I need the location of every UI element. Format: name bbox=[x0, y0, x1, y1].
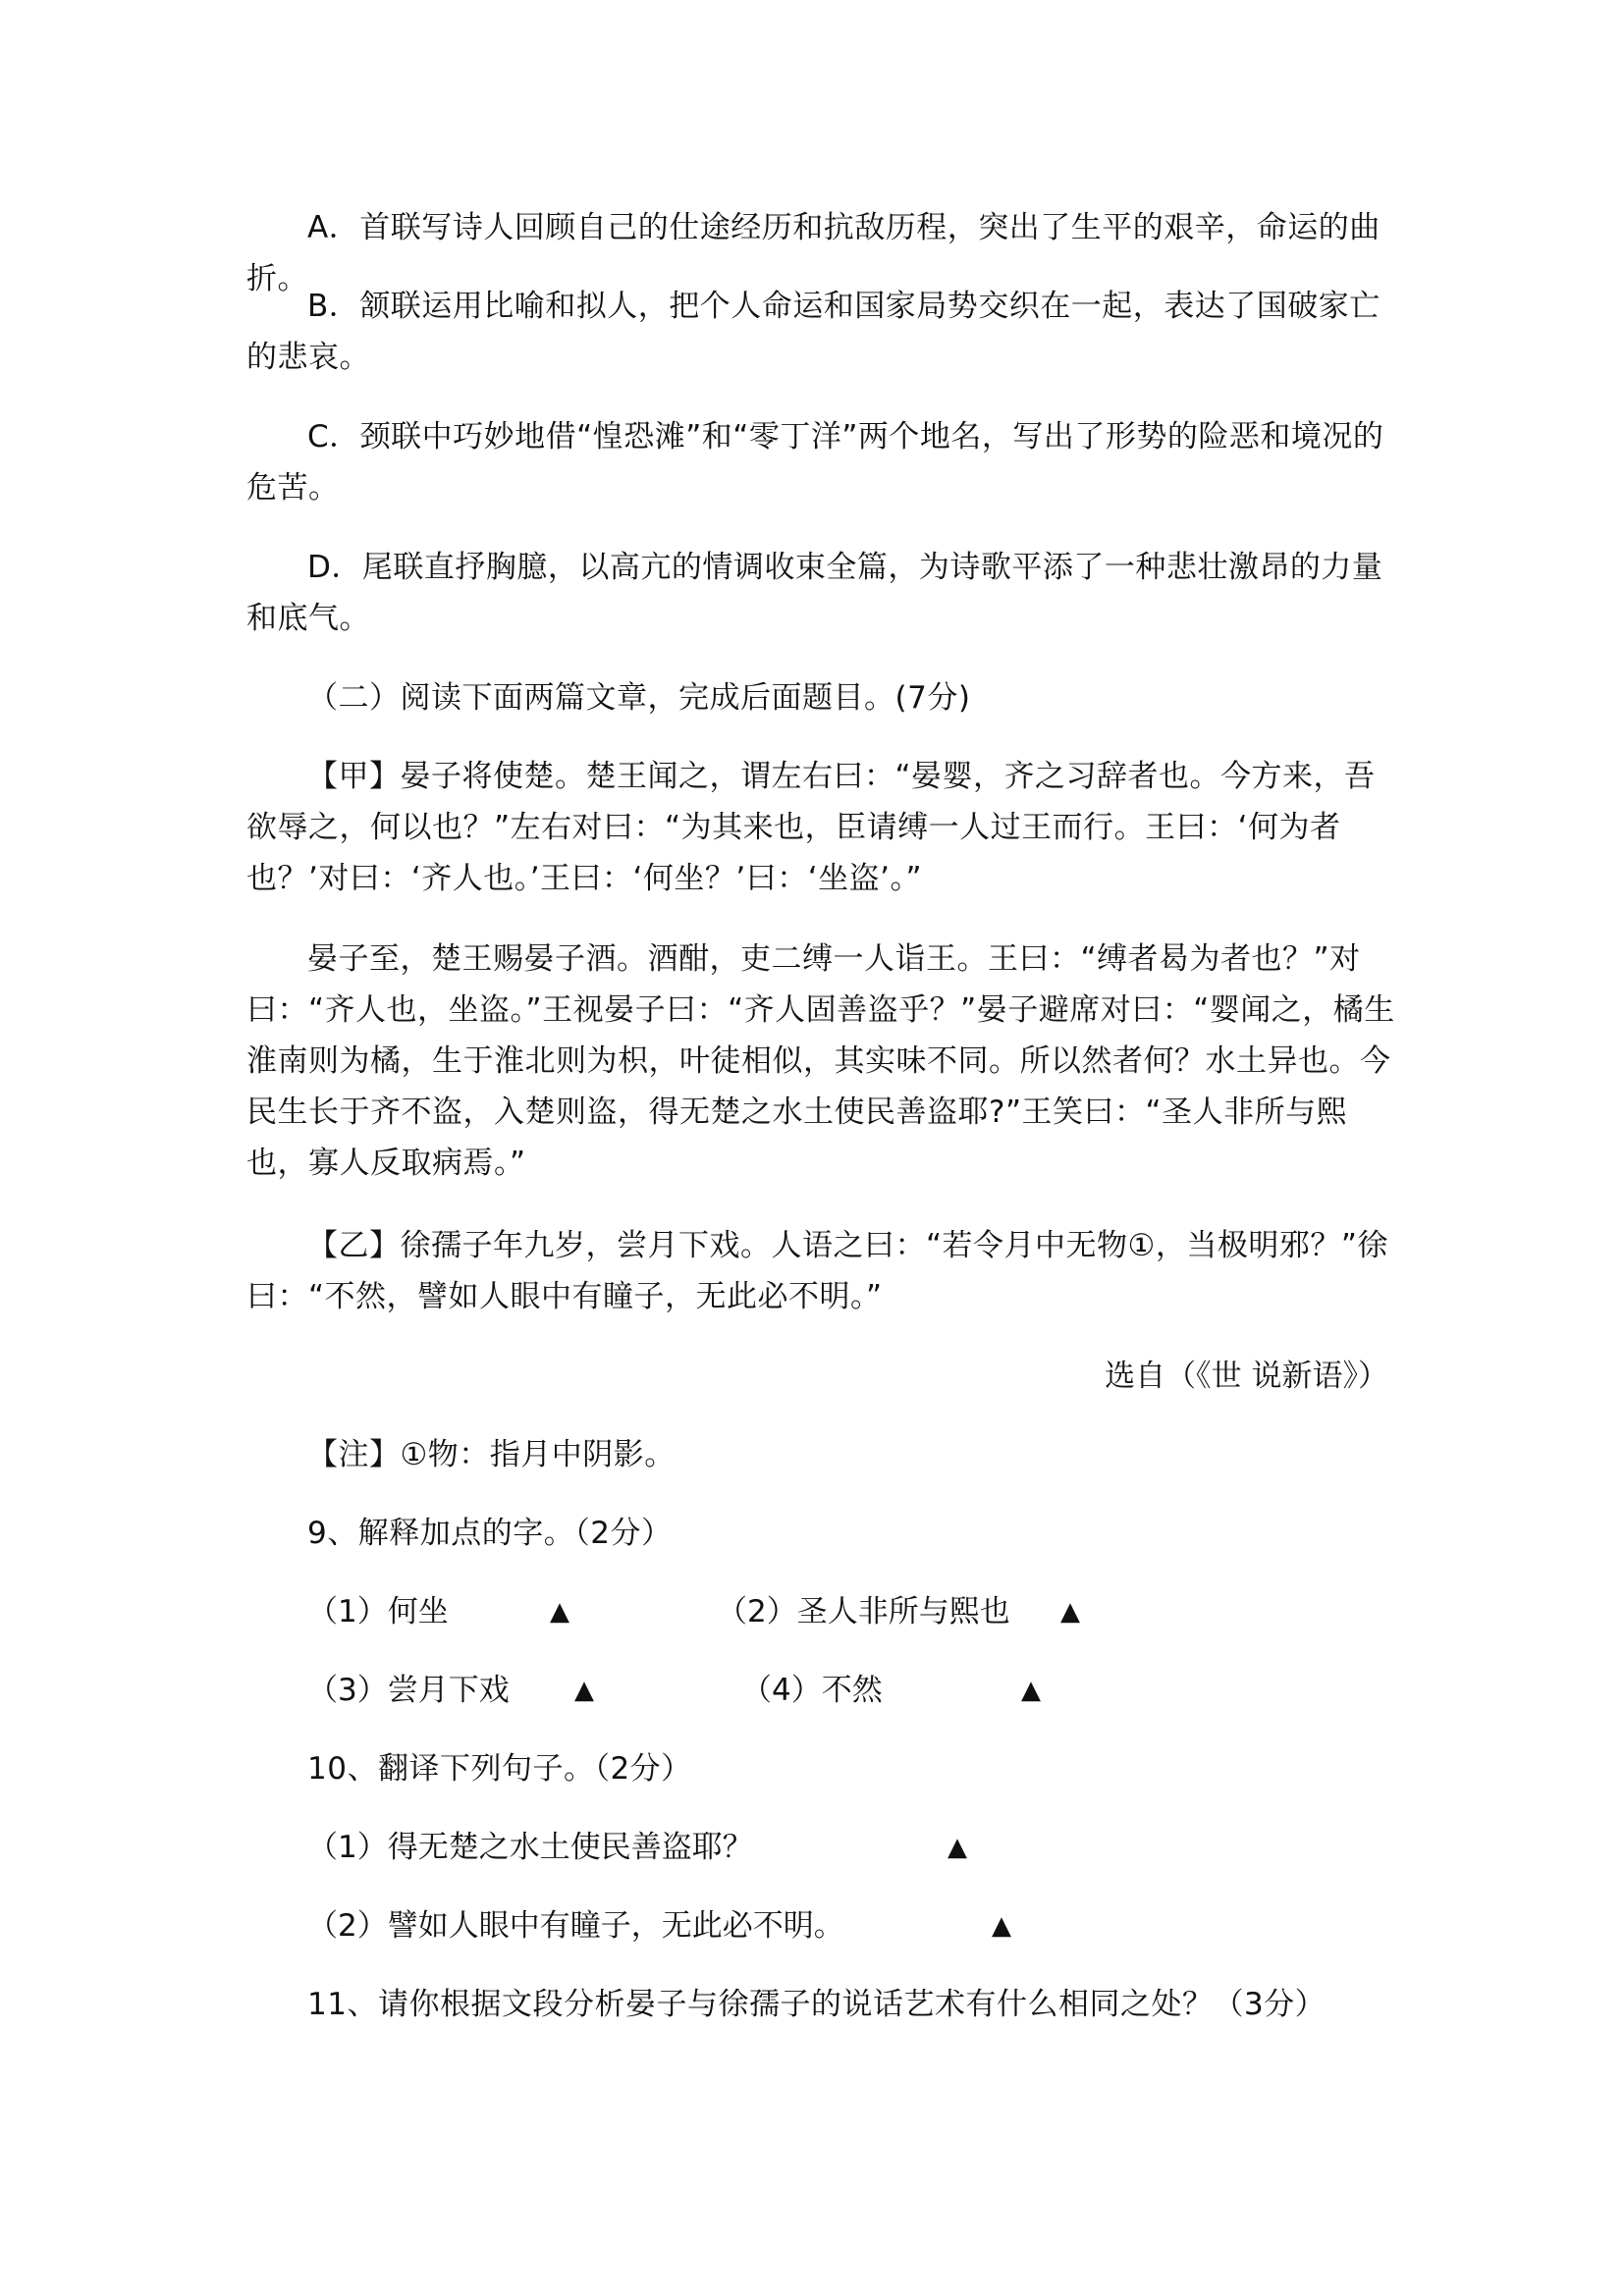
question-9-item: （4）不然 bbox=[741, 1673, 883, 1708]
passage-jia-paragraph: 【甲】晏子将使楚。楚王闻之，谓左右曰：“晏婴，齐之习辞者也。今方来，吾欲辱之，何以也？”左右对曰：“为其来也，臣请缚一人过王而行。王曰：‘何为者也？’对曰：‘齐人也。’王曰：‘何坐？’曰：‘坐盗’。” bbox=[246, 759, 1376, 896]
passage-yi: 【乙】徐孺子年九岁，尝月下戏。人语之曰：“若令月中无物①，当极明邪？”徐曰：“不然，譬如人眼中有瞳子，无此必不明。” bbox=[246, 1228, 1388, 1314]
source-citation: 选自（《世 说新语》） bbox=[1105, 1359, 1388, 1394]
option-c: C．颈联中巧妙地借“惶恐滩”和“零丁洋”两个地名，写出了形势的险恶和境况的危苦。 bbox=[246, 419, 1384, 506]
answer-blank-marker: ▲ bbox=[574, 1676, 594, 1705]
answer-blank-marker: ▲ bbox=[550, 1597, 569, 1627]
answer-blank-marker: ▲ bbox=[1060, 1597, 1080, 1627]
passage-jia-paragraph: 晏子至，楚王赐晏子酒。酒酣，吏二缚一人诣王。王曰：“缚者曷为者也？”对曰：“齐人也，坐盗。”王视晏子曰：“齐人固善盗乎？”晏子避席对曰：“婴闻之，橘生淮南则为橘，生于淮北则为枳，叶徒相似，其实味不同。所以然者何？水土异也。今民生长于齐不盗，入楚则盗，得无楚之水土使民善盗耶?”王笑曰：“圣人非所与熙也，寡人反取病焉。” bbox=[246, 941, 1395, 1181]
question-9-title: 9、解释加点的字。（2分） bbox=[307, 1516, 673, 1551]
question-11-title: 11、请你根据文段分析晏子与徐孺子的说话艺术有什么相同之处？（3分） bbox=[307, 1987, 1326, 2022]
question-10-item: （1）得无楚之水土使民善盗耶？ bbox=[307, 1830, 753, 1865]
section-heading: （二）阅读下面两篇文章，完成后面题目。(7分) bbox=[307, 680, 971, 716]
option-d: D．尾联直抒胸臆，以高亢的情调收束全篇，为诗歌平添了一种悲壮激昂的力量和底气。 bbox=[246, 550, 1383, 636]
option-b: B．颔联运用比喻和拟人，把个人命运和国家局势交织在一起，表达了国破家亡的悲哀。 bbox=[246, 289, 1380, 375]
answer-blank-marker: ▲ bbox=[947, 1833, 967, 1862]
option-a: A．首联写诗人回顾自己的仕途经历和抗敌历程，突出了生平的艰辛，命运的曲折。 bbox=[246, 210, 1380, 296]
annotation-note: 【注】①物：指月中阴影。 bbox=[307, 1437, 676, 1472]
question-10-item: （2）譬如人眼中有瞳子，无此必不明。 bbox=[307, 1908, 844, 1944]
question-10-title: 10、翻译下列句子。（2分） bbox=[307, 1751, 692, 1787]
question-9-item: （2）圣人非所与熙也 bbox=[717, 1594, 1010, 1629]
question-9-item: （1）何坐 bbox=[307, 1594, 449, 1629]
answer-blank-marker: ▲ bbox=[1021, 1676, 1041, 1705]
question-9-item: （3）尝月下戏 bbox=[307, 1673, 510, 1708]
answer-blank-marker: ▲ bbox=[992, 1911, 1011, 1941]
